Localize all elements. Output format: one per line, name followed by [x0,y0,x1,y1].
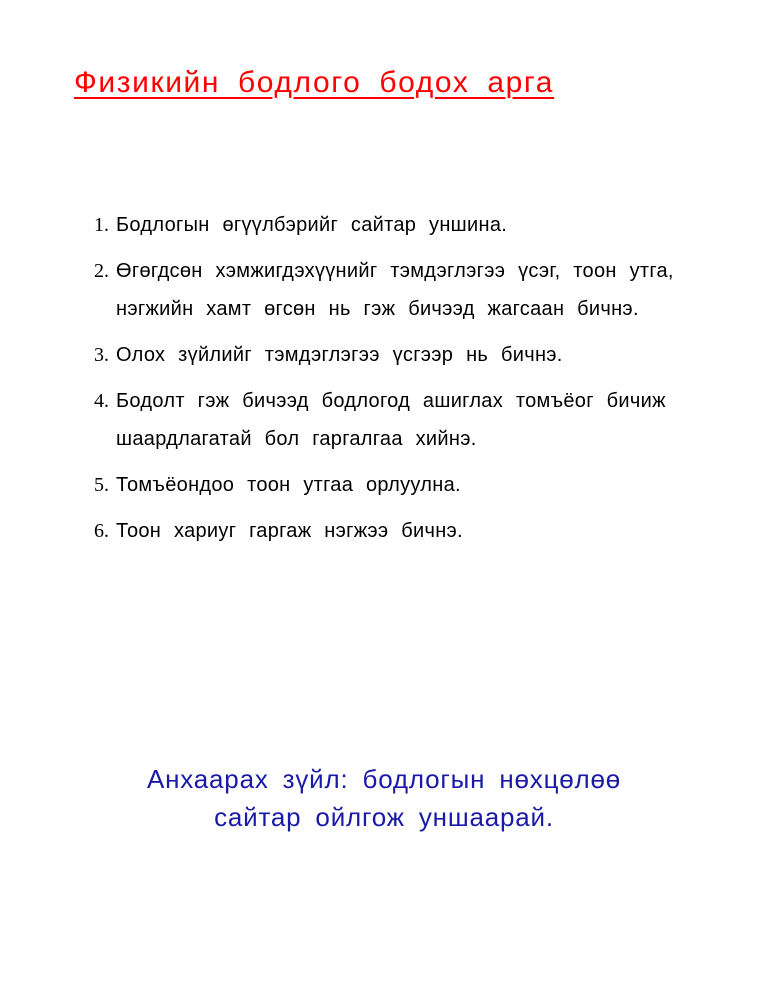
list-item [94,466,734,504]
list-item [94,206,734,244]
step-number: 2. [94,260,109,282]
attention-note-line-1: Анхаарах зүйл: бодлогын нөхцөлөө [146,764,622,794]
list-item [94,336,734,374]
step-number: 4. [94,390,109,412]
list-item [94,252,734,328]
step-text: Бодлогын өгүүлбэрийг сайтар уншина. [116,214,508,236]
step-text: Тоон хариуг гаргаж нэгжээ бичнэ. [116,520,463,542]
step-number: 3. [94,344,109,366]
step-number: 1. [94,214,109,236]
step-number: 6. [94,520,109,542]
step-text: Томъёондоо тоон утгаа орлуулна. [116,474,461,496]
step-text: Өгөгдсөн хэмжигдэхүүнийг тэмдэглэгээ үсэг, тоон утга, нэгжийн хамт өгсөн нь гэж бичээд жагсаан бичнэ. [116,260,674,320]
attention-note-line-2: сайтар ойлгож уншаарай. [214,802,554,832]
step-text: Бодолт гэж бичээд бодлогод ашиглах томъёог бичиж шаардлагатай бол гаргалгаа хийнэ. [116,390,666,450]
list-item [94,382,734,458]
attention-note [90,760,678,836]
step-number: 5. [94,474,109,496]
list-item [94,512,734,550]
step-text: Олох зүйлийг тэмдэглэгээ үсгээр нь бичнэ. [116,344,563,366]
document-title: Физикийн бодлого бодох арга [74,66,555,99]
steps-list [94,206,734,558]
